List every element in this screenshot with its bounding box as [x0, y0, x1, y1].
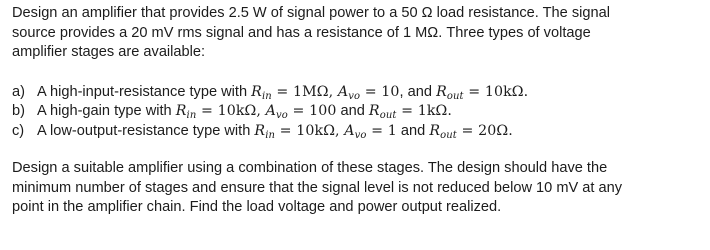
intro-line-3: amplifier stages are available: — [12, 44, 206, 60]
task-paragraph — [12, 159, 702, 218]
intro-line-2: source provides a 20 mV rms signal and has a resistance of 1 MΩ. Three types of voltage — [12, 24, 591, 41]
intro-paragraph — [12, 4, 702, 63]
task-line-1: Design a suitable amplifier using a combination of these stages. The design should have the — [12, 160, 608, 176]
stage-marker: a) — [12, 83, 25, 100]
stage-rin: $R_{in} = 10k\Omega$, — [254, 122, 345, 141]
stage-mid: , and — [399, 83, 437, 100]
intro-line-1: Design an amplifier that provides 2.5 W of signal power to a 50 Ω load resistance. The signal — [12, 5, 610, 21]
stage-mid: and — [396, 122, 430, 139]
stage-avo: $A_{vo} = 1$ — [344, 122, 397, 141]
problem-document — [12, 4, 702, 218]
task-line-3: point in the amplifier chain. Find the load voltage and power output realized. — [12, 199, 502, 215]
stage-marker: b) — [12, 103, 25, 119]
stage-item-c — [12, 122, 702, 142]
stage-rout: $R_{out} = 10k\Omega$. — [436, 83, 529, 102]
stage-rin: $R_{in} = 10k\Omega$, — [175, 103, 266, 121]
stage-lead: A high-input-resistance type with — [37, 83, 252, 100]
stage-rout: $R_{out} = 20\Omega$. — [429, 122, 513, 141]
stage-rout: $R_{out} = 1k\Omega$. — [368, 103, 453, 121]
task-line-2: minimum number of stages and ensure that the signal level is not reduced below 10 mV at any — [12, 179, 623, 196]
stage-list — [12, 83, 702, 142]
stage-item-b — [12, 102, 702, 122]
stage-avo: $A_{vo} = 100$ — [265, 103, 337, 121]
stage-item-a — [12, 83, 702, 103]
stage-mid: and — [336, 103, 369, 119]
stage-lead: A low-output-resistance type with — [37, 122, 255, 139]
stage-marker: c) — [12, 122, 25, 139]
stage-lead: A high-gain type with — [37, 103, 176, 119]
stage-avo: $A_{vo} = 10$ — [337, 83, 400, 102]
stage-rin: $R_{in} = 1M\Omega$, — [251, 83, 338, 102]
